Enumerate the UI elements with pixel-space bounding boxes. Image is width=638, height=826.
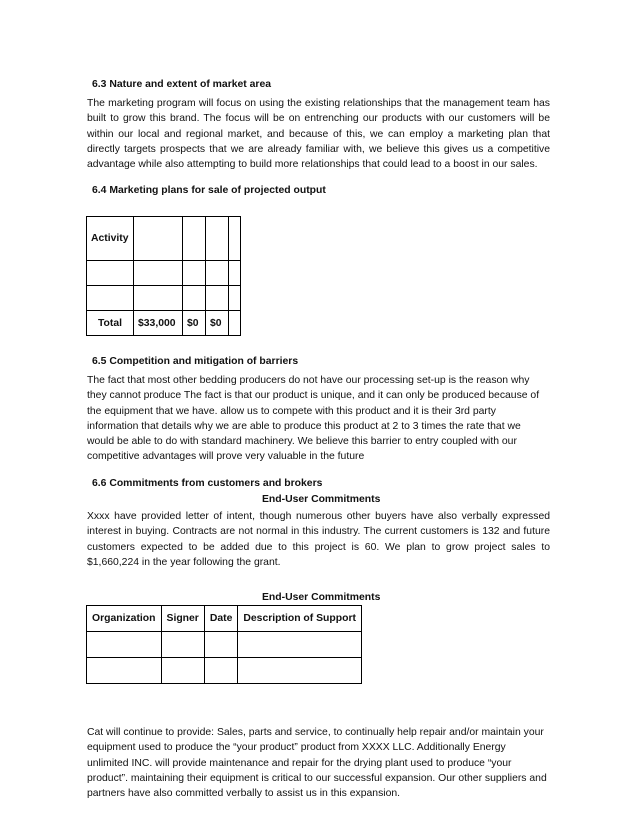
table-cell	[134, 217, 183, 261]
table-cell	[206, 261, 229, 286]
table-row-total	[87, 311, 241, 336]
column-header-description: Description of Support	[238, 606, 362, 632]
table-cell	[134, 286, 183, 311]
table-cell	[134, 261, 183, 286]
table-row	[87, 658, 362, 684]
paragraph-commitments: Xxxx have provided letter of intent, though numerous other buyers have also verbally expressed interest in buying. Contracts are not normal in this industry. The current customers is 132 and future customers expected to be added due to this project is 60. We plan to grow project sales to $1,660,224 in the year following the grant.	[87, 511, 550, 568]
heading-6-4: 6.4 Marketing plans for sale of projected output	[92, 185, 326, 196]
paragraph-market-area: The marketing program will focus on using the existing relationships that the management team has built to grow this brand. The focus will be on entrenching our products with our customers will be within our local and regional market, and because of this, we can employ a marketing plan that directly targets prospects that we are already familiar with, we believe this gives us a competitive advantage while also attempting to build more relationships that could lead to a boost in our sales.	[87, 98, 550, 171]
heading-6-5: 6.5 Competition and mitigation of barriers	[92, 356, 299, 367]
column-header-organization: Organization	[87, 606, 162, 632]
table-cell	[204, 632, 238, 658]
column-header-signer: Signer	[161, 606, 204, 632]
paragraph-closing: Cat will continue to provide: Sales, parts and service, to continually help repair and/or maintain your equipment used to produce the “your product” product from XXXX LLC. Additionally Energy unlimited INC. will provide maintenance and repair for the drying plant used to produce “your product”. maintaining their equipment is critical to our successful expansion. Our other suppliers and partners have also committed verbally to assist us in this expansion.	[87, 727, 547, 800]
table-cell	[229, 261, 241, 286]
column-header-date: Date	[204, 606, 238, 632]
table-row	[87, 217, 241, 261]
table-cell	[87, 261, 134, 286]
table-row	[87, 286, 241, 311]
table-cell	[229, 286, 241, 311]
total-label-cell: Total	[87, 311, 134, 336]
table-cell	[183, 261, 206, 286]
table-row	[87, 261, 241, 286]
table-cell	[238, 632, 362, 658]
table-row	[87, 632, 362, 658]
commitments-table	[86, 605, 362, 684]
table-cell	[87, 658, 162, 684]
paragraph-competition: The fact that most other bedding producers do not have our processing set-up is the reason why they cannot produce The fact is that our product is unique, and it can only be produced because of the equipment that we have. allow us to compete with this product and it is their 3rd party information that details why we are able to produce this product at 2 to 3 times the rate that we would be able to do with standard machinery. We believe this barrier to entry coupled with our competitive advantages will prove very valuable in the future	[87, 375, 540, 463]
total-value-cell	[229, 311, 241, 336]
table-cell	[238, 658, 362, 684]
table-cell	[206, 217, 229, 261]
table-cell	[183, 286, 206, 311]
heading-6-3: 6.3 Nature and extent of market area	[92, 79, 272, 90]
table-cell	[87, 632, 162, 658]
total-value-cell: $33,000	[134, 311, 183, 336]
table-cell	[161, 632, 204, 658]
activity-header-cell: Activity	[87, 217, 134, 261]
total-value-cell: $0	[183, 311, 206, 336]
table-cell	[161, 658, 204, 684]
table-cell	[183, 217, 206, 261]
heading-6-6: 6.6 Commitments from customers and brokers	[92, 478, 323, 489]
end-user-commitments-subtitle: End-User Commitments	[262, 494, 381, 505]
table-cell	[206, 286, 229, 311]
table-cell	[87, 286, 134, 311]
table-header-row	[87, 606, 362, 632]
total-value-cell: $0	[206, 311, 229, 336]
commitments-table-title: End-User Commitments	[262, 592, 381, 603]
table-cell	[204, 658, 238, 684]
table-cell	[229, 217, 241, 261]
marketing-plan-table	[86, 216, 241, 336]
